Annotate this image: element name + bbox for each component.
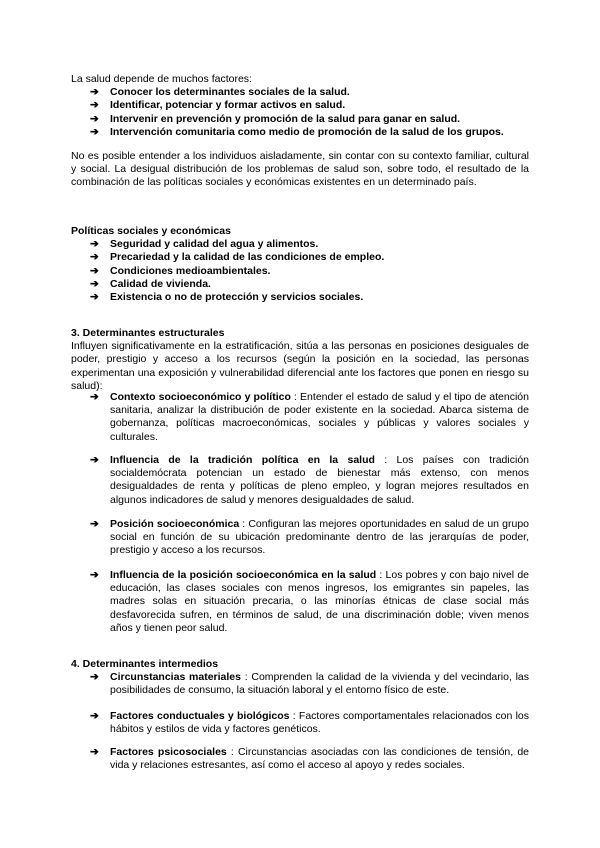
intro-section: [71, 73, 529, 139]
list-item: ➔ Factores psicosociales : Circunstancias asociadas con las condiciones de tensión, de vida y relaciones estresantes, así como el acceso al apoyo y redes sociales.: [90, 746, 529, 772]
list-item: ➔ Precariedad y la calidad de las condiciones de empleo.: [90, 251, 385, 264]
arrow-right-icon: ➔: [90, 291, 99, 304]
arrow-right-icon: ➔: [90, 710, 99, 722]
list-item: ➔ Seguridad y calidad del agua y alimentos.: [90, 238, 319, 251]
arrow-right-icon: ➔: [90, 518, 99, 530]
structural-section: [71, 327, 529, 393]
arrow-right-icon: ➔: [90, 569, 99, 581]
arrow-right-icon: ➔: [90, 746, 99, 758]
structural-item: [71, 569, 529, 635]
list-item: ➔ Identificar, potenciar y formar activos en salud.: [90, 99, 346, 112]
list-item: ➔ Existencia o no de protección y servicios sociales.: [90, 291, 364, 304]
structural-item: [71, 454, 529, 507]
arrow-right-icon: ➔: [90, 391, 99, 403]
intermediate-item: [71, 710, 529, 736]
intermediate-section: [71, 658, 529, 698]
section-intro: Influyen significativamente en la estratificación, sitúa a las personas en posiciones desiguales de poder, prestigio y acceso a los recursos (según la posición en la sociedad, las personas experimentan una exposición y vulnerabilidad diferencial ante los factores que ponen en riesgo su salud):: [71, 340, 529, 392]
list-item: ➔ Contexto socioeconómico y político : Entender el estado de salud y el tipo de atención sanitaria, analizar la distribución de poder existente en la sociedad. Abarca sistema de gobernanza, políticas macroeconómicas, sociales y públicas y valores sociales y culturales.: [90, 391, 529, 443]
arrow-right-icon: ➔: [90, 277, 99, 290]
structural-item: [71, 391, 529, 444]
paragraph-text: No es posible entender a los individuos aisladamente, sin contar con su contexto familiar, cultural y social. La desigual distribución de los problemas de salud son, sobre todo, el resultado de la combinación de las políticas sociales y económicas existentes en un determinado país.: [71, 150, 529, 189]
section-heading: 3. Determinantes estructurales: [71, 327, 225, 339]
arrow-right-icon: ➔: [90, 454, 99, 466]
arrow-right-icon: ➔: [90, 264, 99, 277]
list-item: ➔ Posición socioeconómica : Configuran las mejores oportunidades en salud de un grupo social en función de su ubicación predominante dentro de las jerarquías de poder, prestigio y acceso a los recursos.: [90, 518, 530, 557]
arrow-right-icon: ➔: [90, 99, 99, 112]
structural-item: [71, 518, 529, 558]
context-paragraph: [71, 150, 529, 190]
policies-list: [71, 238, 529, 304]
list-item: ➔ Conocer los determinantes sociales de la salud.: [90, 86, 350, 99]
section-heading: 4. Determinantes intermedios: [71, 658, 219, 670]
arrow-right-icon: ➔: [90, 125, 99, 138]
arrow-right-icon: ➔: [90, 238, 99, 251]
intermediate-item: [71, 746, 529, 772]
list-item: ➔ Calidad de vivienda.: [90, 277, 211, 290]
list-item: ➔ Influencia de la tradición política en la salud : Los países con tradición socialdemócrata potencian un estado de bienestar más extenso, con menos desigualdades de renta y políticas de pleno empleo, y logran mejores resultados en algunos indicadores de salud y menores desigualdades de salud.: [90, 454, 529, 506]
intro-list: [71, 86, 529, 139]
arrow-right-icon: ➔: [90, 86, 99, 99]
list-item: ➔ Intervenir en prevención y promoción de la salud para ganar en salud.: [90, 112, 461, 125]
list-item: ➔ Factores conductuales y biológicos : Factores comportamentales relacionados con los hábitos y estilos de vida y factores genéticos.: [90, 710, 529, 736]
arrow-right-icon: ➔: [90, 671, 99, 684]
arrow-right-icon: ➔: [90, 112, 99, 125]
arrow-right-icon: ➔: [90, 251, 99, 264]
policies-section: [71, 225, 529, 304]
intro-lead: La salud depende de muchos factores:: [71, 73, 252, 85]
list-item: ➔ Intervención comunitaria como medio de promoción de la salud de los grupos.: [90, 125, 504, 138]
list-item: ➔ Circunstancias materiales : Comprenden la calidad de la vivienda y del vecindario, las posibilidades de consumo, la situación laboral y el entorno físico de este.: [90, 671, 529, 697]
section-heading: Políticas sociales y económicas: [71, 225, 231, 237]
list-item: ➔ Influencia de la posición socioeconómica en la salud : Los pobres y con bajo nivel de educación, las clases sociales con menos ingresos, los emigrantes sin papeles, las madres solas en situación precaria, o las minorías étnicas de clase social más desfavorecida sufren, en términos de salud, de una discriminación doble; viven menos años y tienen peor salud.: [90, 569, 529, 634]
list-item: ➔ Condiciones medioambientales.: [90, 264, 271, 277]
